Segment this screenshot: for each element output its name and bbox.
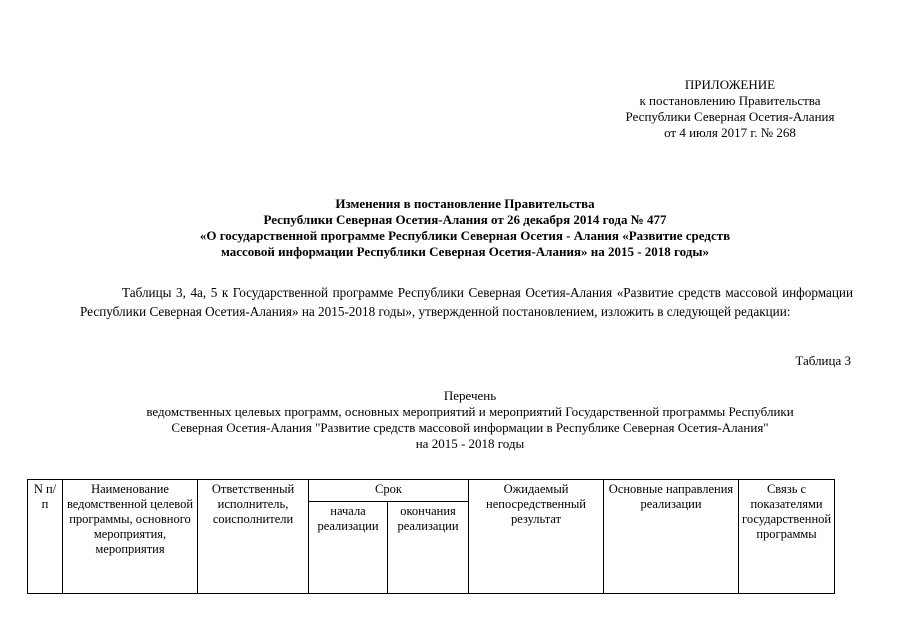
header-name: Наименование ведомственной целевой программы, основного мероприятия, мероприятия: [63, 480, 198, 594]
title-line: Республики Северная Осетия-Алания от 26 декабря 2014 года № 477: [263, 212, 667, 227]
appendix-block: [600, 77, 860, 141]
header-term-start: начала реализации: [309, 502, 388, 594]
list-title-line: на 2015 - 2018 годы: [415, 436, 525, 451]
title-line: Изменения в постановление Правительства: [335, 196, 595, 211]
title-line: массовой информации Республики Северная Осетия-Алания» на 2015 - 2018 годы»: [221, 244, 709, 259]
list-title-line: Северная Осетия-Алания "Развитие средств массовой информации в Республике Северная Осетия-Алания": [171, 420, 769, 435]
list-title-line: Перечень: [443, 388, 497, 403]
appendix-heading: ПРИЛОЖЕНИЕ: [684, 77, 776, 92]
table-header-row: [28, 480, 835, 502]
header-num: N п/п: [28, 480, 63, 594]
title-line: «О государственной программе Республики Северная Осетия - Алания «Развитие средств: [199, 228, 731, 243]
appendix-date: от 4 июля 2017 г. № 268: [664, 125, 796, 140]
appendix-line: к постановлению Правительства: [639, 93, 821, 108]
header-responsible: Ответственный исполнитель, соисполнители: [198, 480, 309, 594]
list-title-line: ведомственных целевых программ, основных мероприятий и мероприятий Государственной программы Республики: [146, 404, 794, 419]
list-title: [70, 388, 870, 452]
table-label: Таблица 3: [795, 353, 851, 368]
header-term-end: окончания реализации: [388, 502, 469, 594]
header-directions: Основные направления реализации: [604, 480, 739, 594]
header-result: Ожидаемый непосредственный результат: [469, 480, 604, 594]
appendix-line: Республики Северная Осетия-Алания: [625, 109, 835, 124]
header-link: Связь с показателями государственной программы: [739, 480, 835, 594]
document-title: [100, 196, 830, 260]
header-term: Срок: [309, 480, 469, 502]
programs-table: [27, 479, 835, 594]
intro-paragraph: Таблицы 3, 4а, 5 к Государственной программе Республики Северная Осетия-Алания «Развитие средств массовой информации Республики Северная Осетия-Алания» на 2015-2018 годы», утвержденной постановлением, изложить в следующей редакции:: [80, 285, 853, 319]
